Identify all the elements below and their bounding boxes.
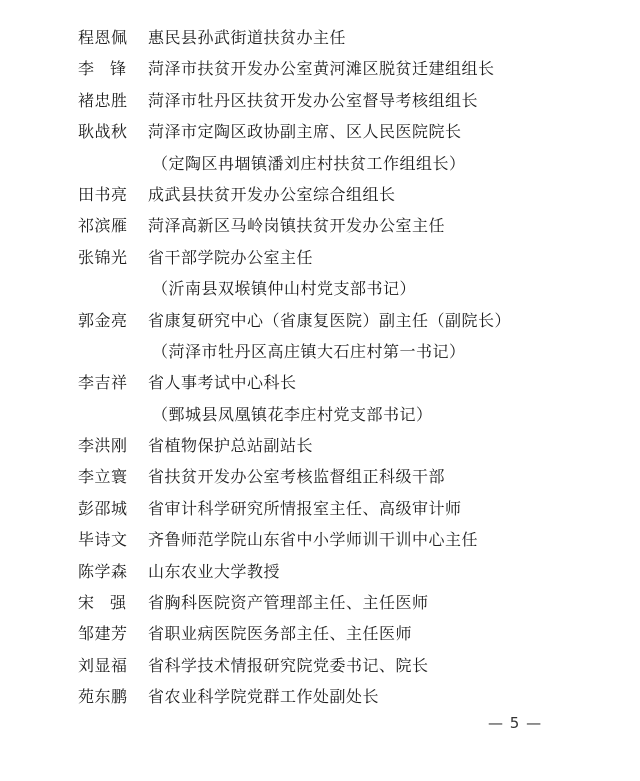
- person-role: 省人事考试中心科长: [148, 373, 297, 393]
- person-role: 省科学技术情报研究院党委书记、院长: [148, 655, 429, 675]
- person-role: 惠民县孙武街道扶贫办主任: [148, 28, 347, 47]
- person-name: 郭金亮: [78, 310, 128, 330]
- person-name: 张锦光: [78, 247, 128, 267]
- person-role: 省审计科学研究所情报室主任、高级审计师: [148, 498, 462, 518]
- person-role: 菏泽市牡丹区扶贫开发办公室督导考核组组长: [148, 90, 479, 110]
- person-role: 齐鲁师范学院山东省中小学师训干训中心主任: [148, 530, 479, 550]
- person-name: 褚忠胜: [78, 90, 128, 110]
- person-role: 成武县扶贫开发办公室综合组组长: [148, 184, 396, 204]
- page-number: — 5 —: [488, 714, 543, 732]
- person-name: 耿战秋: [78, 122, 128, 142]
- person-name: 田书亮: [78, 184, 128, 204]
- list-item: [78, 179, 618, 210]
- list-item: [78, 461, 618, 492]
- list-item: [78, 85, 618, 116]
- person-name: 李 锋: [78, 59, 127, 79]
- person-role: 省农业科学院党群工作处副处长: [148, 687, 380, 707]
- personnel-list: [78, 22, 618, 713]
- list-item: [78, 242, 618, 273]
- person-name: 李立寰: [78, 467, 128, 487]
- person-role: 省植物保护总站副站长: [148, 436, 314, 456]
- list-item-continuation: [78, 273, 618, 304]
- list-item: [78, 210, 618, 241]
- person-role: 省职业病医院医务部主任、主任医师: [148, 624, 413, 644]
- list-item: [78, 305, 618, 336]
- person-name: 李洪刚: [78, 436, 128, 456]
- person-name: 毕诗文: [78, 530, 128, 550]
- list-item: [78, 650, 618, 681]
- list-item-continuation: [78, 336, 618, 367]
- person-role-note: （鄄城县凤凰镇花李庄村党支部书记）: [152, 404, 433, 424]
- person-name: 邹建芳: [78, 624, 128, 644]
- list-item: [78, 53, 618, 84]
- person-role: 菏泽市定陶区政协副主席、区人民医院院长: [148, 122, 462, 142]
- list-item: [78, 556, 618, 587]
- list-item-continuation: [78, 148, 618, 179]
- list-item: [78, 587, 618, 618]
- person-role: 省干部学院办公室主任: [148, 247, 314, 267]
- person-name: 祁滨雁: [78, 216, 128, 236]
- person-name: 刘显福: [78, 655, 128, 675]
- list-item-continuation: [78, 399, 618, 430]
- person-name: 李吉祥: [78, 373, 128, 393]
- person-role-note: （沂南县双堠镇仲山村党支部书记）: [152, 279, 417, 299]
- person-role: 山东农业大学教授: [148, 561, 281, 581]
- list-item: [78, 618, 618, 649]
- person-role: 菏泽高新区马岭岗镇扶贫开发办公室主任: [148, 216, 446, 236]
- person-name: 程恩佩: [78, 28, 128, 47]
- list-item: [78, 493, 618, 524]
- person-name: 彭邵城: [78, 498, 128, 518]
- list-item: [78, 430, 618, 461]
- list-item: [78, 116, 618, 147]
- list-item: [78, 681, 618, 712]
- person-name: 苑东鹏: [78, 687, 128, 707]
- person-name: 宋 强: [78, 593, 127, 613]
- person-role: 省胸科医院资产管理部主任、主任医师: [148, 593, 429, 613]
- person-name: 陈学森: [78, 561, 128, 581]
- list-item: [78, 367, 618, 398]
- person-role: 省康复研究中心（省康复医院）副主任（副院长）: [148, 310, 512, 330]
- person-role-note: （定陶区冉堌镇潘刘庄村扶贫工作组组长）: [152, 153, 466, 173]
- person-role-note: （菏泽市牡丹区高庄镇大石庄村第一书记）: [152, 341, 466, 361]
- person-role: 菏泽市扶贫开发办公室黄河滩区脱贫迁建组组长: [148, 59, 495, 79]
- person-role: 省扶贫开发办公室考核监督组正科级干部: [148, 467, 446, 487]
- list-item: [78, 22, 618, 53]
- list-item: [78, 524, 618, 555]
